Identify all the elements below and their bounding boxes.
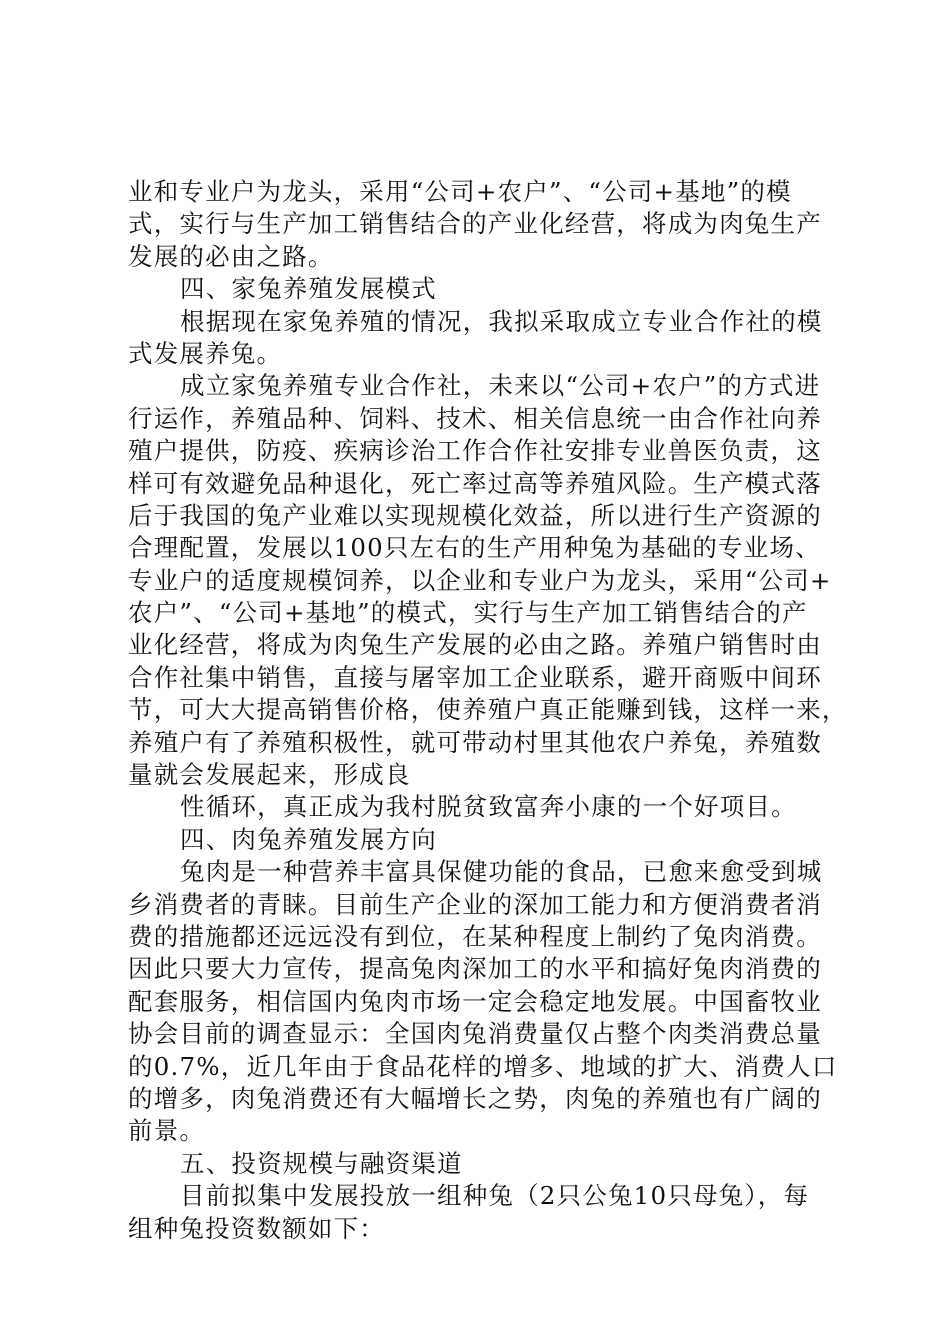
text-line: 五、投资规模与融资渠道 <box>180 1148 463 1178</box>
text-line: 行运作，养殖品种、饲料、技术、相关信息统一由合作社向养 <box>128 403 822 433</box>
text-line: 式发展养兔。 <box>128 338 283 368</box>
text-line: 因此只要大力宣传，提高兔肉深加工的水平和搞好兔肉消费的 <box>128 954 822 984</box>
text-line: 合作社集中销售，直接与屠宰加工企业联系，避开商贩中间环 <box>128 662 822 692</box>
text-line: 协会目前的调查显示：全国肉兔消费量仅占整个肉类消费总量 <box>128 1019 822 1049</box>
text-line: 发展的必由之路。 <box>128 241 334 271</box>
text-line: 殖户提供，防疫、疾病诊治工作合作社安排专业兽医负责，这 <box>128 436 822 466</box>
text-line: 养殖户有了养殖积极性，就可带动村里其他农户养兔，养殖数 <box>128 727 822 757</box>
text-line: 组种兔投资数额如下： <box>128 1213 385 1243</box>
text-line: 式，实行与生产加工销售结合的产业化经营，将成为肉兔生产 <box>128 209 822 239</box>
text-line: 后于我国的兔产业难以实现规模化效益，所以进行生产资源的 <box>128 500 822 530</box>
document-body <box>128 176 848 1245</box>
text-line: 前景。 <box>128 1116 206 1146</box>
text-line: 兔肉是一种营养丰富具保健功能的食品，已愈来愈受到城 <box>180 857 823 887</box>
text-line: 乡消费者的青睐。目前生产企业的深加工能力和方便消费者消 <box>128 889 822 919</box>
text-line: 量就会发展起来，形成良 <box>128 760 411 790</box>
text-line: 费的措施都还远远没有到位，在某种程度上制约了兔肉消费。 <box>128 921 822 951</box>
text-line: 性循环，真正成为我村脱贫致富奔小康的一个好项目。 <box>180 792 797 822</box>
text-line: 配套服务，相信国内兔肉市场一定会稳定地发展。中国畜牧业 <box>128 986 822 1016</box>
text-line: 节，可大大提高销售价格，使养殖户真正能赚到钱，这样一来， <box>128 695 848 725</box>
text-line: 专业户的适度规模饲养，以企业和专业户为龙头，采用“公司+ <box>128 565 832 595</box>
text-line: 业和专业户为龙头，采用“公司+农户”、“公司+基地”的模 <box>128 177 792 206</box>
text-line: 根据现在家兔养殖的情况，我拟采取成立专业合作社的模 <box>180 306 823 336</box>
text-line: 样可有效避免品种退化，死亡率过高等养殖风险。生产模式落 <box>128 468 822 498</box>
text-line: 四、家兔养殖发展模式 <box>180 274 437 304</box>
text-line: 成立家兔养殖专业合作社，未来以“公司+农户”的方式进 <box>180 371 821 401</box>
text-line: 合理配置，发展以100只左右的生产用种兔为基础的专业场、 <box>128 533 821 563</box>
text-line: 目前拟集中发展投放一组种兔（2只公兔10只母兔），每 <box>180 1181 810 1211</box>
text-line: 农户”、“公司+基地”的模式，实行与生产加工销售结合的产 <box>128 598 808 628</box>
text-line: 的增多，肉兔消费还有大幅增长之势，肉兔的养殖也有广阔的 <box>128 1083 822 1113</box>
text-line: 的0.7%，近几年由于食品花样的增多、地域的扩大、消费人口 <box>128 1051 838 1081</box>
text-line: 四、肉兔养殖发展方向 <box>180 824 437 854</box>
text-line: 业化经营，将成为肉兔生产发展的必由之路。养殖户销售时由 <box>128 630 822 660</box>
